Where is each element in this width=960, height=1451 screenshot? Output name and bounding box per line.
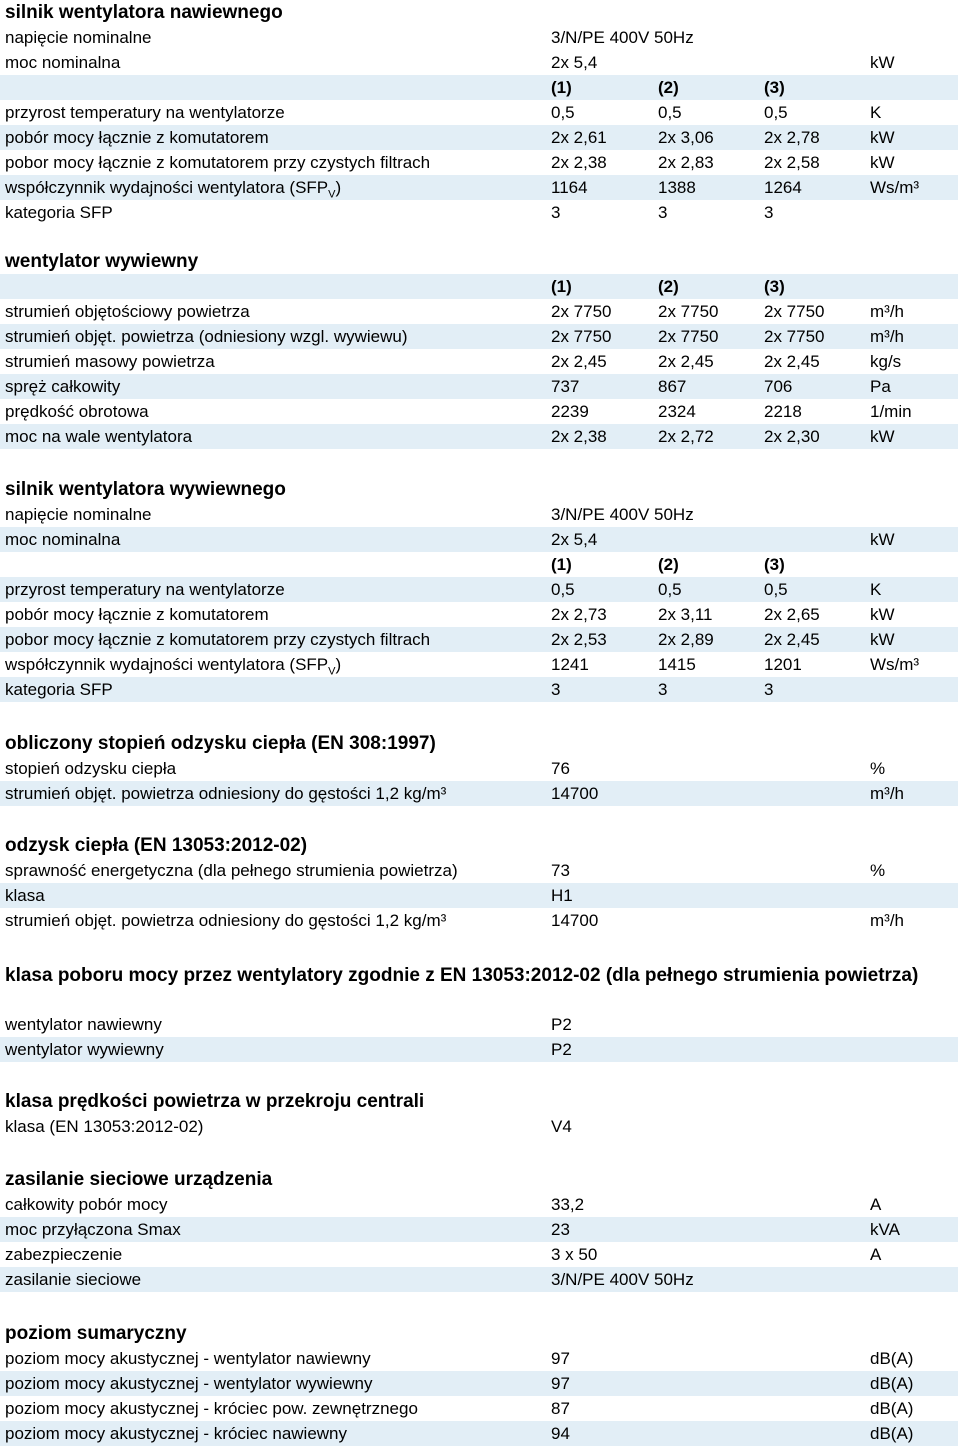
value-col-3: 2x 7750	[764, 327, 825, 346]
unit-cell: dB(A)	[870, 1399, 914, 1418]
row-label	[5, 349, 215, 374]
row-label-text: pobor mocy łącznie z komutatorem przy czystych filtrach	[5, 630, 431, 649]
row-label	[5, 1114, 203, 1139]
value-col-1: 2x 7750	[551, 302, 612, 321]
value-col-1: 2x 2,45	[551, 352, 607, 371]
row-label	[5, 424, 192, 449]
row-label	[5, 1396, 418, 1421]
table-row	[0, 883, 958, 908]
row-label-subscript: V	[328, 188, 336, 201]
value-col-1: 2x 5,4	[551, 530, 598, 549]
row-label	[5, 324, 408, 349]
row-label-text: prędkość obrotowa	[5, 402, 149, 421]
unit-cell: A	[870, 1245, 882, 1264]
value-col-2: 1415	[658, 655, 696, 674]
value-col-1: 3/N/PE 400V 50Hz	[551, 505, 694, 524]
value-col-1: P2	[551, 1015, 572, 1034]
row-label	[5, 883, 45, 908]
table-row	[0, 781, 958, 806]
row-label	[5, 1371, 373, 1396]
table-row	[0, 756, 958, 781]
section-heading	[0, 961, 958, 1013]
value-col-3: (3)	[764, 555, 785, 574]
row-label-text: strumień objęt. powietrza odniesiony do gęstości 1,2 kg/m³	[5, 784, 447, 803]
row-label	[5, 1217, 181, 1242]
section-title: obliczony stopień odzysku ciepła (EN 308:1997)	[5, 733, 436, 754]
row-label-text: spręż całkowity	[5, 377, 121, 396]
table-row	[0, 374, 958, 399]
table-row	[0, 1012, 958, 1037]
unit-cell: dB(A)	[870, 1349, 914, 1368]
section-title: klasa poboru mocy przez wentylatory zgodnie z EN 13053:2012-02 (dla pełnego strumienia powietrza)	[5, 965, 919, 986]
value-col-1: 2x 5,4	[551, 53, 598, 72]
row-label-text: pobor mocy łącznie z komutatorem przy czystych filtrach	[5, 153, 431, 172]
table-row	[0, 502, 958, 527]
unit-cell: m³/h	[870, 302, 904, 321]
table-row	[0, 652, 958, 677]
row-label	[5, 299, 250, 324]
table-row	[0, 150, 958, 175]
unit-cell: kW	[870, 530, 895, 549]
section-title: silnik wentylatora nawiewnego	[5, 2, 283, 23]
row-label-text: poziom mocy akustycznej - wentylator nawiewny	[5, 1349, 371, 1368]
section-title: wentylator wywiewny	[5, 251, 199, 272]
value-col-1: 87	[551, 1399, 570, 1418]
row-label-text: klasa	[5, 886, 45, 905]
value-col-1: 2x 2,73	[551, 605, 607, 624]
row-label	[5, 577, 285, 602]
value-col-3: 2x 2,30	[764, 427, 820, 446]
row-label-text: moc przyłączona Smax	[5, 1220, 181, 1239]
section-heading	[0, 477, 958, 505]
value-col-3: 2x 2,78	[764, 128, 820, 147]
unit-cell: m³/h	[870, 911, 904, 930]
table-row	[0, 577, 958, 602]
section-heading	[0, 1321, 958, 1349]
table-row	[0, 299, 958, 324]
value-col-1: V4	[551, 1117, 572, 1136]
value-col-1: 14700	[551, 911, 599, 930]
unit-cell: m³/h	[870, 327, 904, 346]
unit-cell: Ws/m³	[870, 178, 920, 197]
row-label-text: moc nominalna	[5, 530, 121, 549]
table-row	[0, 424, 958, 449]
row-label	[5, 527, 120, 552]
value-col-3: 1264	[764, 178, 802, 197]
row-label	[5, 374, 120, 399]
value-col-1: 76	[551, 759, 570, 778]
row-label	[5, 50, 120, 75]
table-row	[0, 527, 958, 552]
row-label-text: sprawność energetyczna (dla pełnego strumienia powietrza)	[5, 861, 458, 880]
value-col-2: 867	[658, 377, 687, 396]
value-col-1: 2x 2,53	[551, 630, 607, 649]
value-col-1: 33,2	[551, 1195, 585, 1214]
row-label	[5, 652, 341, 677]
table-row	[0, 552, 958, 577]
table-row	[0, 25, 958, 50]
value-col-1: (1)	[551, 555, 572, 574]
row-label	[5, 908, 446, 933]
unit-cell: %	[870, 759, 886, 778]
table-row	[0, 858, 958, 883]
table-row	[0, 1037, 958, 1062]
row-label-text: moc na wale wentylatora	[5, 427, 193, 446]
row-label	[5, 1012, 162, 1037]
value-col-1: 2x 7750	[551, 327, 612, 346]
table-row	[0, 75, 958, 100]
unit-cell: dB(A)	[870, 1374, 914, 1393]
unit-cell: m³/h	[870, 784, 904, 803]
row-label-text: współczynnik wydajności wentylatora (SFP	[5, 655, 329, 674]
value-col-1: 97	[551, 1374, 570, 1393]
row-label	[5, 1346, 371, 1371]
row-label	[5, 781, 446, 806]
table-row	[0, 677, 958, 702]
row-label-text: poziom mocy akustycznej - króciec nawiewny	[5, 1424, 348, 1443]
table-row	[0, 1192, 958, 1217]
row-label	[5, 627, 430, 652]
row-label-end: )	[335, 178, 342, 197]
row-label	[5, 25, 152, 50]
value-col-1: H1	[551, 886, 573, 905]
value-col-2: (2)	[658, 555, 679, 574]
value-col-1: 14700	[551, 784, 599, 803]
row-label-text: pobór mocy łącznie z komutatorem	[5, 605, 269, 624]
row-label-text: wentylator nawiewny	[5, 1015, 162, 1034]
row-label	[5, 125, 269, 150]
value-col-1: 2x 2,38	[551, 153, 607, 172]
row-label-text: przyrost temperatury na wentylatorze	[5, 103, 285, 122]
unit-cell: kg/s	[870, 352, 902, 371]
row-label-text: pobór mocy łącznie z komutatorem	[5, 128, 269, 147]
value-col-1: 0,5	[551, 580, 575, 599]
value-col-2: 2x 3,11	[658, 605, 713, 624]
table-row	[0, 100, 958, 125]
value-col-1: (1)	[551, 277, 572, 296]
value-col-3: 706	[764, 377, 793, 396]
table-row	[0, 200, 958, 225]
row-label-subscript: V	[328, 665, 336, 678]
table-row	[0, 627, 958, 652]
row-label-text: strumień objęt. powietrza (odniesiony wzgl. wywiewu)	[5, 327, 408, 346]
row-label	[5, 200, 113, 225]
row-label-text: poziom mocy akustycznej - króciec pow. zewnętrznego	[5, 1399, 418, 1418]
table-row	[0, 1346, 958, 1371]
unit-cell: K	[870, 580, 882, 599]
value-col-1: 3	[551, 203, 561, 222]
row-label	[5, 756, 176, 781]
value-col-2: 2x 7750	[658, 327, 719, 346]
row-label-text: moc nominalna	[5, 53, 121, 72]
row-label	[5, 1192, 168, 1217]
unit-cell: %	[870, 861, 886, 880]
row-label	[5, 1037, 164, 1062]
unit-cell: K	[870, 103, 882, 122]
row-label	[5, 677, 113, 702]
value-col-1: 737	[551, 377, 580, 396]
unit-cell: kW	[870, 605, 895, 624]
section-title: poziom sumaryczny	[5, 1323, 187, 1344]
value-col-2: 2x 3,06	[658, 128, 714, 147]
value-col-3: 2218	[764, 402, 802, 421]
unit-cell: dB(A)	[870, 1424, 914, 1443]
table-row	[0, 175, 958, 200]
unit-cell: kW	[870, 153, 895, 172]
unit-cell: A	[870, 1195, 882, 1214]
row-label-text: klasa (EN 13053:2012-02)	[5, 1117, 204, 1136]
section-title: odzysk ciepła (EN 13053:2012-02)	[5, 835, 308, 856]
value-col-2: 0,5	[658, 103, 682, 122]
value-col-3: 2x 2,45	[764, 630, 820, 649]
row-label-text: całkowity pobór mocy	[5, 1195, 168, 1214]
row-label-text: strumień objęt. powietrza odniesiony do gęstości 1,2 kg/m³	[5, 911, 447, 930]
table-row	[0, 125, 958, 150]
row-label	[5, 100, 285, 125]
value-col-2: 2324	[658, 402, 696, 421]
unit-cell: kW	[870, 427, 895, 446]
value-col-2: (2)	[658, 78, 679, 97]
row-label	[5, 602, 269, 627]
section-title: klasa prędkości powietrza w przekroju centrali	[5, 1091, 425, 1112]
value-col-1: 97	[551, 1349, 570, 1368]
unit-cell: Pa	[870, 377, 891, 396]
value-col-1: 1241	[551, 655, 589, 674]
row-label-text: zabezpieczenie	[5, 1245, 123, 1264]
value-col-2: 3	[658, 203, 668, 222]
table-row	[0, 349, 958, 374]
table-row	[0, 1217, 958, 1242]
table-row	[0, 908, 958, 933]
value-col-3: 2x 2,45	[764, 352, 820, 371]
value-col-2: 3	[658, 680, 668, 699]
unit-cell: Ws/m³	[870, 655, 920, 674]
section-heading	[0, 249, 958, 277]
unit-cell: kW	[870, 128, 895, 147]
value-col-1: 3/N/PE 400V 50Hz	[551, 1270, 694, 1289]
table-row	[0, 1114, 958, 1139]
value-col-3: (3)	[764, 277, 785, 296]
value-col-2: (2)	[658, 277, 679, 296]
value-col-3: 3	[764, 203, 774, 222]
value-col-1: 3	[551, 680, 561, 699]
row-label-text: poziom mocy akustycznej - wentylator wywiewny	[5, 1374, 373, 1393]
value-col-1: 0,5	[551, 103, 575, 122]
table-row	[0, 1396, 958, 1421]
section-heading	[0, 1089, 958, 1117]
row-label-text: strumień masowy powietrza	[5, 352, 215, 371]
value-col-1: 1164	[551, 178, 588, 197]
section-heading	[0, 1167, 958, 1195]
value-col-1: 2239	[551, 402, 589, 421]
value-col-1: 3 x 50	[551, 1245, 598, 1264]
unit-cell: kW	[870, 53, 895, 72]
row-label-text: przyrost temperatury na wentylatorze	[5, 580, 285, 599]
row-label-text: współczynnik wydajności wentylatora (SFP	[5, 178, 329, 197]
row-label	[5, 858, 458, 883]
table-row	[0, 50, 958, 75]
value-col-3: (3)	[764, 78, 785, 97]
unit-cell: kVA	[870, 1220, 900, 1239]
value-col-1: 2x 2,38	[551, 427, 607, 446]
table-row	[0, 1371, 958, 1396]
row-label	[5, 1242, 122, 1267]
row-label	[5, 175, 341, 200]
row-label-text: zasilanie sieciowe	[5, 1270, 142, 1289]
value-col-1: 2x 2,61	[551, 128, 607, 147]
value-col-1: 94	[551, 1424, 570, 1443]
value-col-3: 2x 7750	[764, 302, 825, 321]
value-col-3: 2x 2,58	[764, 153, 820, 172]
row-label-text: stopień odzysku ciepła	[5, 759, 177, 778]
value-col-3: 1201	[764, 655, 802, 674]
value-col-1: (1)	[551, 78, 572, 97]
unit-cell: kW	[870, 630, 895, 649]
row-label	[5, 502, 152, 527]
value-col-3: 0,5	[764, 103, 788, 122]
table-row	[0, 1421, 958, 1446]
table-row	[0, 1267, 958, 1292]
value-col-2: 2x 2,89	[658, 630, 714, 649]
table-row	[0, 602, 958, 627]
table-row	[0, 274, 958, 299]
unit-cell: 1/min	[870, 402, 912, 421]
row-label	[5, 399, 149, 424]
value-col-1: 73	[551, 861, 570, 880]
section-heading	[0, 731, 958, 759]
row-label-text: wentylator wywiewny	[5, 1040, 164, 1059]
section-title: silnik wentylatora wywiewnego	[5, 479, 286, 500]
row-label	[5, 1421, 347, 1446]
table-row	[0, 1242, 958, 1267]
value-col-2: 2x 7750	[658, 302, 719, 321]
row-label-text: strumień objętościowy powietrza	[5, 302, 250, 321]
value-col-1: 3/N/PE 400V 50Hz	[551, 28, 694, 47]
row-label	[5, 1267, 141, 1292]
value-col-3: 3	[764, 680, 774, 699]
row-label-text: napięcie nominalne	[5, 28, 152, 47]
value-col-3: 0,5	[764, 580, 788, 599]
section-heading	[0, 833, 958, 861]
row-label-end: )	[335, 655, 342, 674]
value-col-2: 2x 2,72	[658, 427, 714, 446]
table-row	[0, 324, 958, 349]
row-label-text: kategoria SFP	[5, 203, 113, 222]
value-col-2: 2x 2,83	[658, 153, 714, 172]
section-heading	[0, 0, 958, 28]
value-col-2: 2x 2,45	[658, 352, 714, 371]
value-col-2: 0,5	[658, 580, 682, 599]
value-col-2: 1388	[658, 178, 696, 197]
value-col-1: 23	[551, 1220, 570, 1239]
row-label	[5, 150, 430, 175]
section-title: zasilanie sieciowe urządzenia	[5, 1169, 273, 1190]
value-col-1: P2	[551, 1040, 572, 1059]
row-label-text: kategoria SFP	[5, 680, 113, 699]
value-col-3: 2x 2,65	[764, 605, 820, 624]
row-label-text: napięcie nominalne	[5, 505, 152, 524]
table-row	[0, 399, 958, 424]
